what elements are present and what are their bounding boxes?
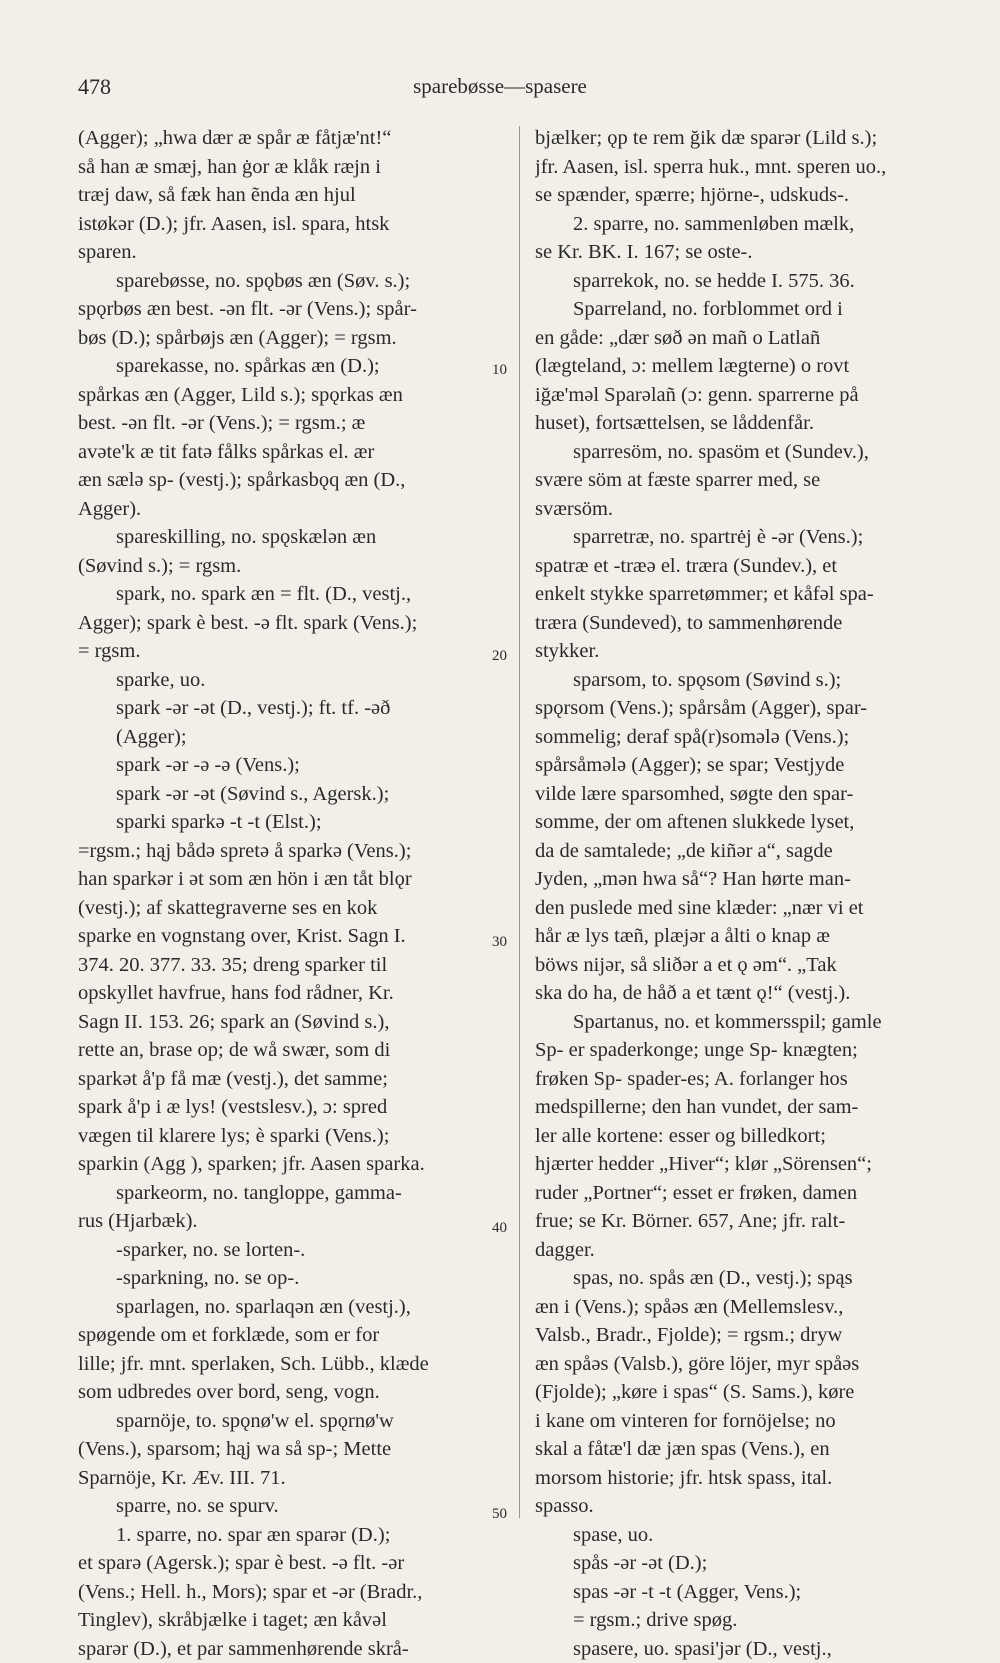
text-line: spas -ər -t -t (Agger, Vens.); bbox=[535, 1578, 955, 1607]
text-line: hår æ lys tæñ, plæjər a ålti o knap æ bbox=[535, 922, 955, 951]
text-line: =rgsm.; hąj bådə spretə å sparkə (Vens.); bbox=[78, 837, 503, 866]
text-line: Sparreland, no. forblommet ord i bbox=[535, 295, 955, 324]
text-line: sparen. bbox=[78, 238, 503, 267]
text-line: Tinglev), skråbjælke i taget; æn kåvəl bbox=[78, 1606, 503, 1635]
text-line: sparkət å'p få mæ (vestj.), det samme; bbox=[78, 1065, 503, 1094]
line-number: 50 bbox=[492, 1506, 507, 1523]
text-line: et sparə (Agersk.); spar è best. -ə flt. -ər bbox=[78, 1549, 503, 1578]
text-line: rette an, brase op; de wå swær, som di bbox=[78, 1036, 503, 1065]
text-line: bøs (D.); spårbøjs æn (Agger); = rgsm. bbox=[78, 324, 503, 353]
text-line: rus (Hjarbæk). bbox=[78, 1207, 503, 1236]
text-line: spasere, uo. spasi'jər (D., vestj., bbox=[535, 1635, 955, 1663]
text-line: svære söm at fæste sparrer med, se bbox=[535, 466, 955, 495]
text-line: sparresöm, no. spasöm et (Sundev.), bbox=[535, 438, 955, 467]
text-line: spase, uo. bbox=[535, 1521, 955, 1550]
text-line: se Kr. BK. I. 167; se oste-. bbox=[535, 238, 955, 267]
text-line: sparre, no. se spurv. bbox=[78, 1492, 503, 1521]
text-line: iğæ'məl Sparəlañ (ɔ: genn. sparrerne på bbox=[535, 381, 955, 410]
text-line: (Agger); bbox=[78, 723, 503, 752]
text-line: spårkas æn (Agger, Lild s.); spǫrkas æn bbox=[78, 381, 503, 410]
text-line: da de samtalede; „de kiñər a“, sagde bbox=[535, 837, 955, 866]
text-line: -sparkning, no. se op-. bbox=[78, 1264, 503, 1293]
text-line: Jyden, „mən hwa så“? Han hørte man- bbox=[535, 865, 955, 894]
text-line: sparkeorm, no. tangloppe, gamma- bbox=[78, 1179, 503, 1208]
text-line: somme, der om aftenen slukkede lyset, bbox=[535, 808, 955, 837]
text-line: spas, no. spås æn (D., vestj.); spąs bbox=[535, 1264, 955, 1293]
text-line: Spartanus, no. et kommersspil; gamle bbox=[535, 1008, 955, 1037]
text-line: spatræ et -træə el. træra (Sundev.), et bbox=[535, 552, 955, 581]
text-line: Valsb., Bradr., Fjolde); = rgsm.; dryw bbox=[535, 1321, 955, 1350]
text-line: sparki sparkə -t -t (Elst.); bbox=[78, 808, 503, 837]
text-line: sparekasse, no. spårkas æn (D.); bbox=[78, 352, 503, 381]
text-line: stykker. bbox=[535, 637, 955, 666]
text-line: spasso. bbox=[535, 1492, 955, 1521]
text-line: sparnöje, to. spǫnø'w el. spǫrnø'w bbox=[78, 1407, 503, 1436]
text-line: i kane om vinteren for fornöjelse; no bbox=[535, 1407, 955, 1436]
text-line: frøken Sp- spader-es; A. forlanger hos bbox=[535, 1065, 955, 1094]
text-line: lille; jfr. mnt. sperlaken, Sch. Lübb., klæde bbox=[78, 1350, 503, 1379]
text-line: 1. sparre, no. spar æn sparər (D.); bbox=[78, 1521, 503, 1550]
line-number: 20 bbox=[492, 648, 507, 665]
column-divider bbox=[519, 126, 520, 1518]
text-line: æn i (Vens.); spåəs æn (Mellemslesv., bbox=[535, 1293, 955, 1322]
text-line: træj daw, så fæk han ẽnda æn hjul bbox=[78, 181, 503, 210]
text-line: (vestj.); af skattegraverne ses en kok bbox=[78, 894, 503, 923]
line-number: 40 bbox=[492, 1220, 507, 1237]
text-line: bjælker; ǫp te rem ğik dæ sparər (Lild s.); bbox=[535, 124, 955, 153]
text-line: en gåde: „dær søð ən mañ o Latlañ bbox=[535, 324, 955, 353]
text-line: spark -ər -ət (D., vestj.); ft. tf. -əð bbox=[78, 694, 503, 723]
text-line: (Søvind s.); = rgsm. bbox=[78, 552, 503, 581]
text-line: Agger). bbox=[78, 495, 503, 524]
text-line: sparkin (Agg ), sparken; jfr. Aasen sparka. bbox=[78, 1150, 503, 1179]
text-line: (Vens.; Hell. h., Mors); spar et -ər (Bradr., bbox=[78, 1578, 503, 1607]
text-line: dagger. bbox=[535, 1236, 955, 1265]
left-column bbox=[78, 124, 503, 1663]
text-line: ruder „Portner“; esset er frøken, damen bbox=[535, 1179, 955, 1208]
text-line: vægen til klarere lys; è sparki (Vens.); bbox=[78, 1122, 503, 1151]
line-number: 10 bbox=[492, 362, 507, 379]
text-line: spøgende om et forklæde, som er for bbox=[78, 1321, 503, 1350]
text-line: æn sælə sp- (vestj.); spårkasbǫq æn (D., bbox=[78, 466, 503, 495]
running-head: sparebøsse—spasere bbox=[0, 74, 1000, 99]
text-line: sparebøsse, no. spǫbøs æn (Søv. s.); bbox=[78, 267, 503, 296]
text-line: sparke, uo. bbox=[78, 666, 503, 695]
text-line: Sparnöje, Kr. Æv. III. 71. bbox=[78, 1464, 503, 1493]
text-line: spårsåmələ (Agger); se spar; Vestjyde bbox=[535, 751, 955, 780]
text-line: 2. sparre, no. sammenløben mælk, bbox=[535, 210, 955, 239]
text-line: ler alle kortene: esser og billedkort; bbox=[535, 1122, 955, 1151]
text-line: (Fjolde); „køre i spas“ (S. Sams.), køre bbox=[535, 1378, 955, 1407]
text-line: best. -ən flt. -ər (Vens.); = rgsm.; æ bbox=[78, 409, 503, 438]
text-line: medspillerne; den han vundet, der sam- bbox=[535, 1093, 955, 1122]
right-column bbox=[535, 124, 955, 1663]
text-line: sparke en vognstang over, Krist. Sagn I. bbox=[78, 922, 503, 951]
text-line: böws nijər, så sliðər a et ǫ əm“. „Tak bbox=[535, 951, 955, 980]
text-line: sparər (D.), et par sammenhørende skrå- bbox=[78, 1635, 503, 1663]
text-line: så han æ smæj, han ġor æ klåk ræjn i bbox=[78, 153, 503, 182]
text-line: spǫrsom (Vens.); spårsåm (Agger), spar- bbox=[535, 694, 955, 723]
text-line: spark -ər -ət (Søvind s., Agersk.); bbox=[78, 780, 503, 809]
text-line: spareskilling, no. spǫskælən æn bbox=[78, 523, 503, 552]
text-line: den puslede med sine klæder: „nær vi et bbox=[535, 894, 955, 923]
text-line: Agger); spark è best. -ə flt. spark (Vens.); bbox=[78, 609, 503, 638]
text-line: sparretræ, no. spartrėj è -ər (Vens.); bbox=[535, 523, 955, 552]
text-line: se spænder, spærre; hjörne-, udskuds-. bbox=[535, 181, 955, 210]
text-line: sparrekok, no. se hedde I. 575. 36. bbox=[535, 267, 955, 296]
page-number: 478 bbox=[78, 74, 111, 100]
text-line: huset), fortsættelsen, se låddenfår. bbox=[535, 409, 955, 438]
text-line: skal a fåtæ'l dæ jæn spas (Vens.), en bbox=[535, 1435, 955, 1464]
text-line: ska do ha, de håð a et tænt ǫ!“ (vestj.). bbox=[535, 979, 955, 1008]
text-line: sparlagen, no. sparlaqən æn (vestj.), bbox=[78, 1293, 503, 1322]
text-line: enkelt stykke sparretømmer; et kåfəl spa- bbox=[535, 580, 955, 609]
text-line: (Vens.), sparsom; hąj wa så sp-; Mette bbox=[78, 1435, 503, 1464]
text-line: æn spåəs (Valsb.), göre löjer, myr spåəs bbox=[535, 1350, 955, 1379]
text-line: avəte'k æ tit fatə fålks spårkas el. ær bbox=[78, 438, 503, 467]
text-line: Sagn II. 153. 26; spark an (Søvind s.), bbox=[78, 1008, 503, 1037]
text-line: spås -ər -ət (D.); bbox=[535, 1549, 955, 1578]
text-line: spǫrbøs æn best. -ən flt. -ər (Vens.); spår- bbox=[78, 295, 503, 324]
text-line: sværsöm. bbox=[535, 495, 955, 524]
text-line: spark å'p i æ lys! (vestslesv.), ɔ: spred bbox=[78, 1093, 503, 1122]
text-line: han sparkər i ət som æn hön i æn tåt blǫr bbox=[78, 865, 503, 894]
text-line: = rgsm.; drive spøg. bbox=[535, 1606, 955, 1635]
text-line: spark -ər -ə -ə (Vens.); bbox=[78, 751, 503, 780]
text-line: istøkər (D.); jfr. Aasen, isl. spara, htsk bbox=[78, 210, 503, 239]
text-line: vilde lære sparsomhed, søgte den spar- bbox=[535, 780, 955, 809]
text-line: sparsom, to. spǫsom (Søvind s.); bbox=[535, 666, 955, 695]
text-line: morsom historie; jfr. htsk spass, ital. bbox=[535, 1464, 955, 1493]
text-line: (lægteland, ɔ: mellem lægterne) o rovt bbox=[535, 352, 955, 381]
text-line: sommelig; deraf spå(r)somələ (Vens.); bbox=[535, 723, 955, 752]
line-number: 30 bbox=[492, 934, 507, 951]
text-line: træra (Sundeved), to sammenhørende bbox=[535, 609, 955, 638]
text-line: Sp- er spaderkonge; unge Sp- knægten; bbox=[535, 1036, 955, 1065]
text-line: -sparker, no. se lorten-. bbox=[78, 1236, 503, 1265]
text-line: (Agger); „hwa dær æ spår æ fåtjæ'nt!“ bbox=[78, 124, 503, 153]
text-line: spark, no. spark æn = flt. (D., vestj., bbox=[78, 580, 503, 609]
text-line: hjærter hedder „Hiver“; klør „Sörensen“; bbox=[535, 1150, 955, 1179]
text-line: jfr. Aasen, isl. sperra huk., mnt. speren uo., bbox=[535, 153, 955, 182]
text-line: 374. 20. 377. 33. 35; dreng sparker til bbox=[78, 951, 503, 980]
text-line: frue; se Kr. Börner. 657, Ane; jfr. ralt- bbox=[535, 1207, 955, 1236]
text-line: som udbredes over bord, seng, vogn. bbox=[78, 1378, 503, 1407]
text-line: = rgsm. bbox=[78, 637, 503, 666]
text-line: opskyllet havfrue, hans fod rådner, Kr. bbox=[78, 979, 503, 1008]
